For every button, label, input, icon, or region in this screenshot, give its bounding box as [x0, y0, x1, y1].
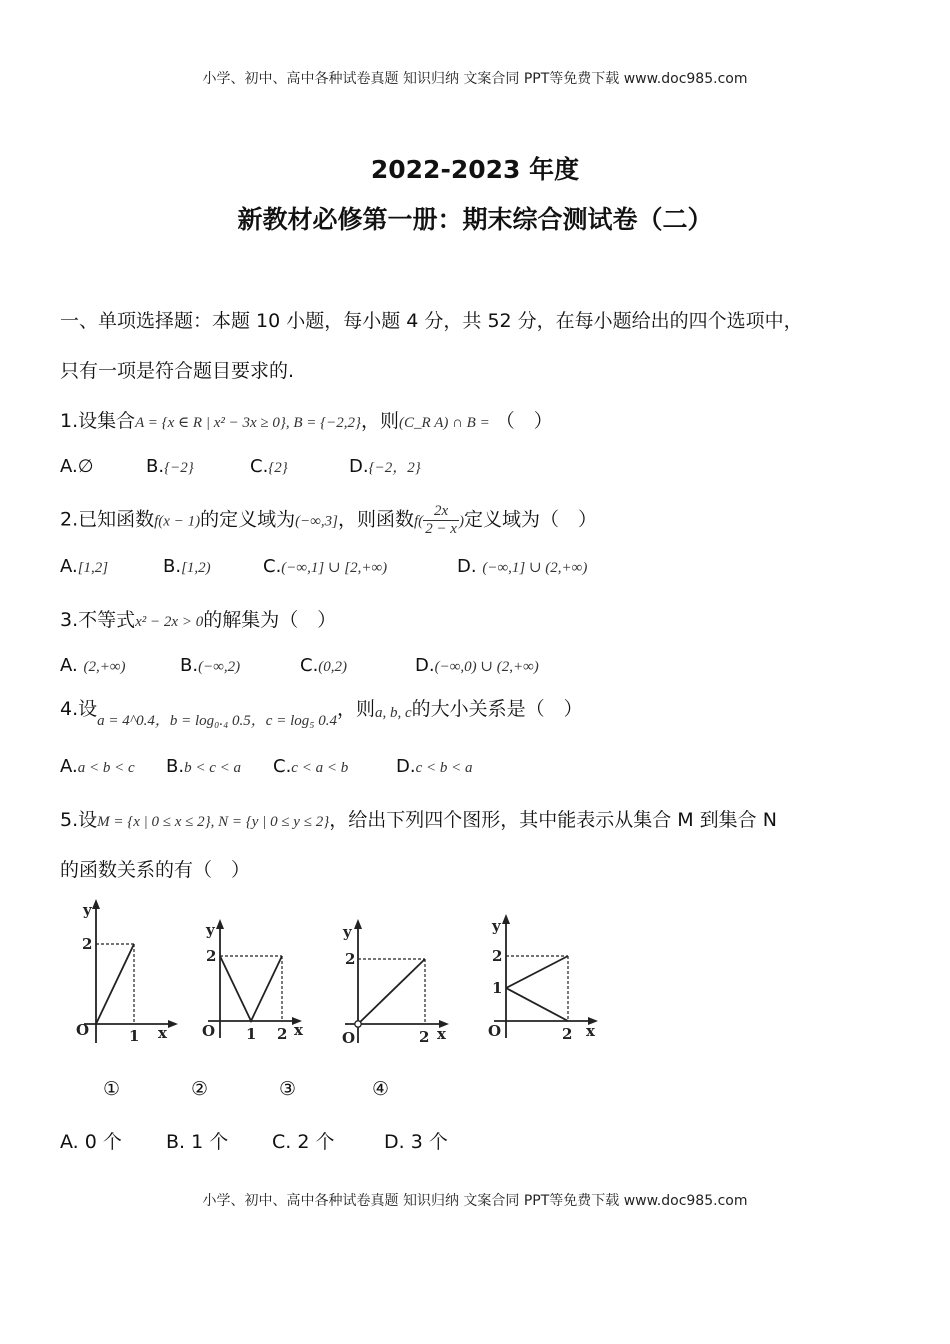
svg-text:y: y — [343, 923, 352, 941]
q5-option-c[interactable]: C. 2 个 — [272, 1131, 335, 1153]
exam-main-title: 新教材必修第一册：期末综合测试卷（二） — [237, 205, 713, 234]
q1-option-d[interactable]: D.{−2，2} — [349, 456, 421, 477]
svg-text:2: 2 — [206, 947, 217, 965]
q4-option-c[interactable]: C.c < a < b — [273, 756, 349, 777]
q2-option-a[interactable]: A.[1,2] — [60, 556, 109, 577]
graph-2-svg — [190, 893, 315, 1053]
q5-option-b[interactable]: B. 1 个 — [166, 1131, 229, 1153]
svg-text:2: 2 — [82, 935, 93, 953]
figure-number-4: ④ — [372, 1078, 390, 1100]
svg-text:y: y — [492, 917, 501, 935]
svg-text:O: O — [488, 1022, 502, 1040]
page-footer: 小学、初中、高中各种试卷真题 知识归纳 文案合同 PPT等免费下载 www.doc985.com — [202, 1193, 748, 1209]
svg-text:O: O — [342, 1029, 356, 1047]
q1-option-a[interactable]: A.∅ — [60, 456, 94, 477]
exam-year-title: 2022-2023 年度 — [370, 155, 580, 184]
q2-option-c[interactable]: C.(−∞,1] ∪ [2,+∞) — [263, 556, 388, 577]
graph-3-svg — [325, 893, 465, 1053]
q3-option-b[interactable]: B.(−∞,2) — [180, 655, 241, 676]
svg-text:2: 2 — [345, 950, 356, 968]
figure-number-1: ① — [103, 1078, 121, 1100]
q5-option-a[interactable]: A. 0 个 — [60, 1131, 122, 1153]
q1-blank: （ ） — [495, 410, 553, 432]
q1-expression: (C_R A) ∩ B = — [399, 415, 490, 431]
svg-text:x: x — [586, 1022, 595, 1040]
q4-option-a[interactable]: A.a < b < c — [60, 756, 135, 777]
svg-text:x: x — [294, 1021, 303, 1039]
page-header: 小学、初中、高中各种试卷真题 知识归纳 文案合同 PPT等免费下载 www.doc985.com — [202, 71, 748, 87]
question-4: 4.设$_{a = 4\^{}0.4,b = log_0._4 0.5,c = log_5 0.4}$，则a, b, c的大小关系是（ ） — [60, 698, 583, 729]
figure-number-2: ② — [191, 1078, 209, 1100]
graph-4 — [476, 893, 606, 1053]
q3-option-d[interactable]: D.(−∞,0) ∪ (2,+∞) — [415, 655, 539, 676]
q4-option-b[interactable]: B.b < c < a — [166, 756, 241, 777]
q1-prefix: 1.设集合 — [60, 410, 136, 432]
figure-number-3: ③ — [279, 1078, 297, 1100]
q5-option-d[interactable]: D. 3 个 — [384, 1131, 448, 1153]
svg-text:1: 1 — [492, 979, 503, 997]
q1-then: ，则 — [361, 410, 400, 432]
q4-option-d[interactable]: D.c < b < a — [396, 756, 473, 777]
question-5: 5.设M = {x | 0 ≤ x ≤ 2}, N = {y | 0 ≤ y ≤ 2}，给出下列四个图形，其中能表示从集合 M 到集合 N — [60, 809, 777, 831]
section-instructions-line1: 一、单项选择题：本题 10 小题，每小题 4 分，共 52 分，在每小题给出的四个选项中， — [60, 310, 803, 332]
graph-1 — [62, 893, 187, 1053]
svg-text:y: y — [206, 921, 215, 939]
question-1 — [60, 406, 553, 433]
svg-text:2: 2 — [562, 1025, 573, 1043]
graph-1-svg — [62, 893, 187, 1053]
svg-text:x: x — [158, 1024, 167, 1042]
svg-text:O: O — [202, 1022, 216, 1040]
question-5-line2: 的函数关系的有（ ） — [60, 859, 251, 881]
svg-text:O: O — [76, 1021, 90, 1039]
svg-text:y: y — [83, 901, 92, 919]
q2-fraction: $\frac{2x}{2 - x}$ — [425, 503, 457, 537]
graph-4-svg — [476, 893, 606, 1053]
q2-option-d[interactable]: D. (−∞,1] ∪ (2,+∞) — [457, 556, 588, 577]
svg-text:1: 1 — [129, 1027, 140, 1045]
svg-text:2: 2 — [419, 1028, 430, 1046]
q3-option-a[interactable]: A. (2,+∞) — [60, 655, 126, 676]
section-instructions-line2: 只有一项是符合题目要求的. — [60, 360, 295, 382]
q2-option-b[interactable]: B.[1,2) — [163, 556, 211, 577]
svg-text:2: 2 — [277, 1025, 288, 1043]
svg-text:x: x — [437, 1025, 446, 1043]
question-2: 2.已知函数f(x − 1)的定义域为(−∞,3]，则函数f( $\frac{2x}{2 - x}$ )定义域为（ ） — [60, 503, 597, 537]
graph-2 — [190, 893, 315, 1053]
graph-3 — [325, 893, 465, 1053]
svg-text:2: 2 — [492, 947, 503, 965]
q1-set-definition: A = {x ∈ R | x² − 3x ≥ 0}, B = {−2,2} — [135, 415, 362, 431]
q3-option-c[interactable]: C.(0,2) — [300, 655, 348, 676]
question-3: 3.不等式x² − 2x > 0的解集为（ ） — [60, 609, 337, 631]
q1-option-c[interactable]: C.{2} — [250, 456, 288, 477]
q1-option-b[interactable]: B.{−2} — [146, 456, 194, 477]
svg-text:1: 1 — [246, 1025, 257, 1043]
